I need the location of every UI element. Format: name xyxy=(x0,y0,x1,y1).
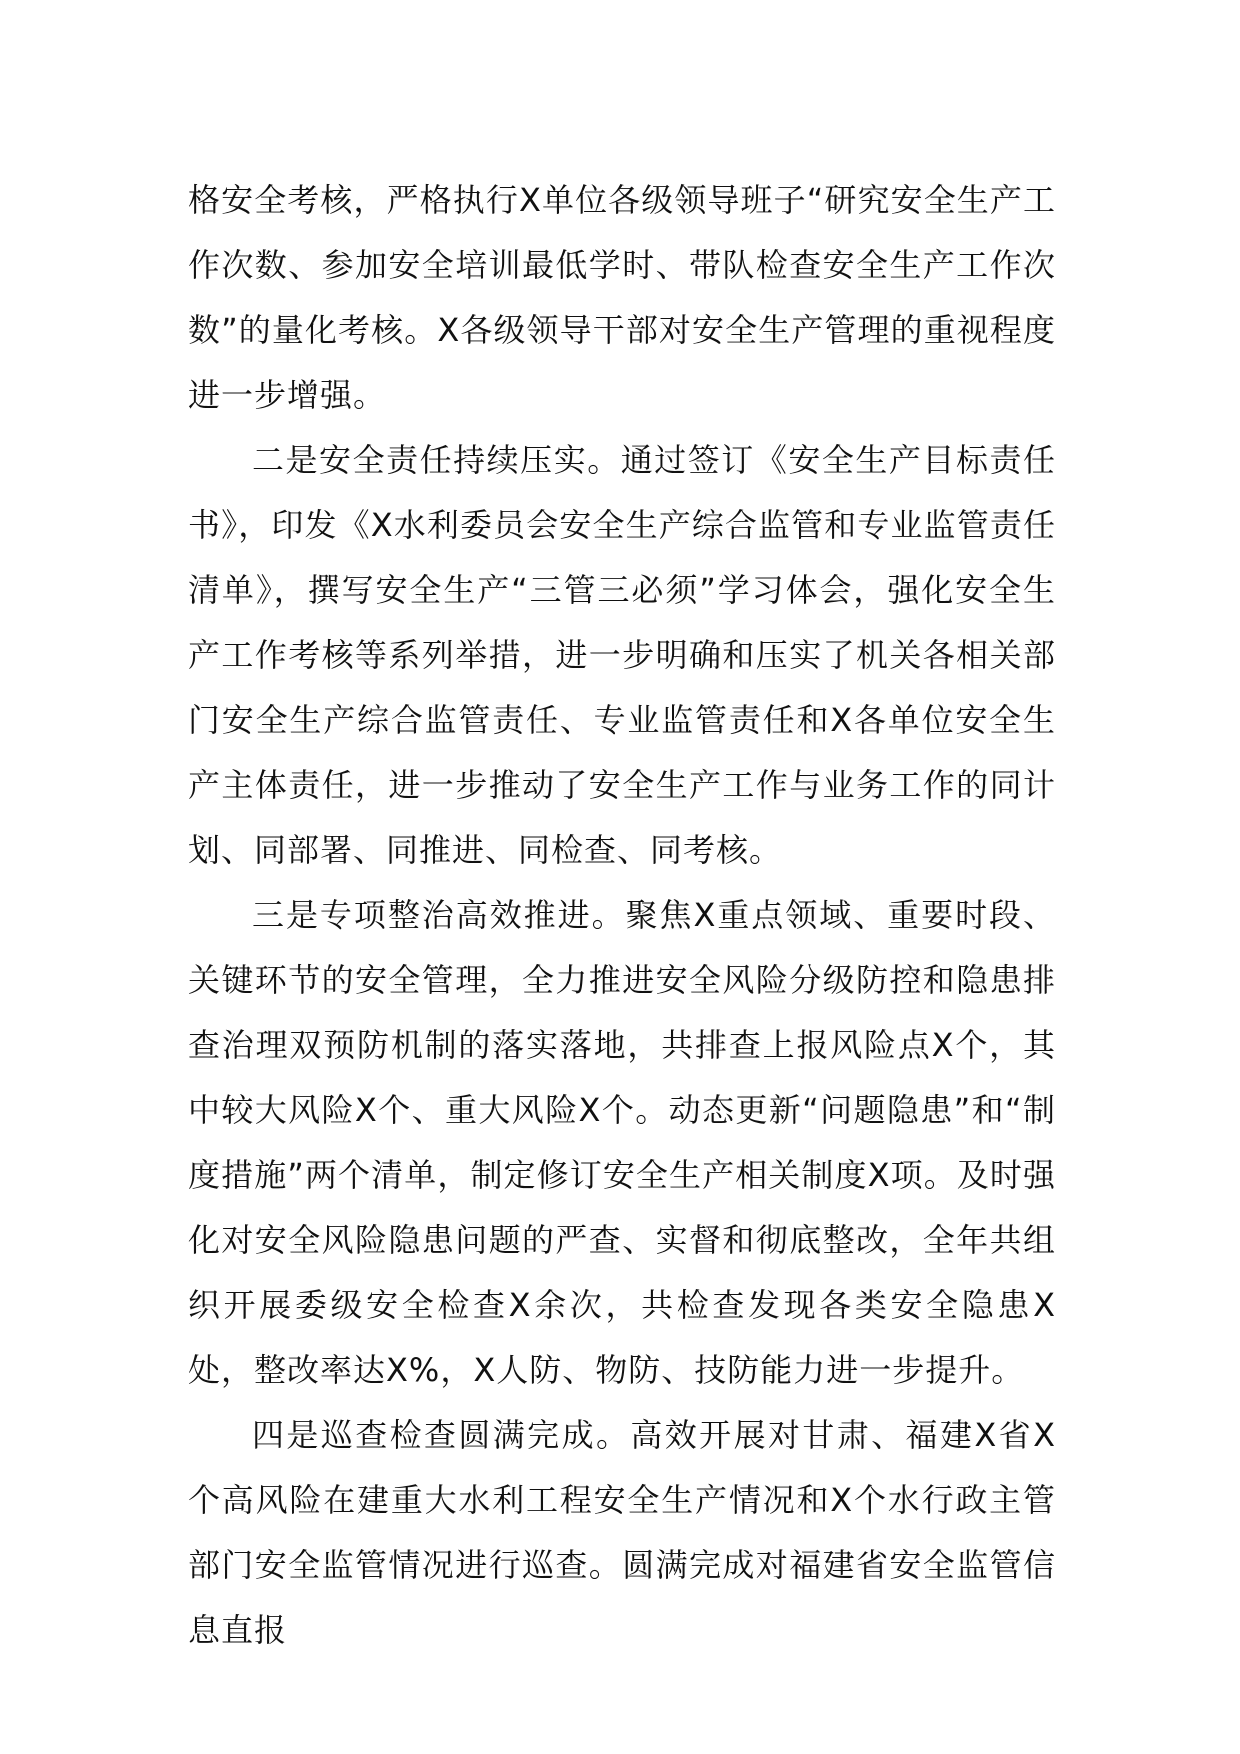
paragraph-special-rectification: 三是专项整治高效推进。聚焦X重点领域、重要时段、关键环节的安全管理，全力推进安全风险分级防控和隐患排查治理双预防机制的落实落地，共排查上报风险点X个，其中较大风险X个、重大风险X个。动态更新“问题隐患”和“制度措施”两个清单，制定修订安全生产相关制度X项。及时强化对安全风险隐患问题的严查、实督和彻底整改，全年共组织开展委级安全检查X余次，共检查发现各类安全隐患X处，整改率达X%，X人防、物防、技防能力进一步提升。 xyxy=(188,896,1056,1389)
paragraph-inspection: 四是巡查检查圆满完成。高效开展对甘肃、福建X省X个高风险在建重大水利工程安全生产情况和X个水行政主管部门安全监管情况进行巡查。圆满完成对福建省安全监管信息直报 xyxy=(188,1416,1056,1649)
document-page xyxy=(188,168,1056,1663)
paragraph-continuation: 格安全考核，严格执行X单位各级领导班子“研究安全生产工作次数、参加安全培训最低学时、带队检查安全生产工作次数”的量化考核。X各级领导干部对安全生产管理的重视程度进一步增强。 xyxy=(188,181,1056,414)
paragraph-safety-responsibility: 二是安全责任持续压实。通过签订《安全生产目标责任书》，印发《X水利委员会安全生产综合监管和专业监管责任清单》，撰写安全生产“三管三必须”学习体会，强化安全生产工作考核等系列举措，进一步明确和压实了机关各相关部门安全生产综合监管责任、专业监管责任和X各单位安全生产主体责任，进一步推动了安全生产工作与业务工作的同计划、同部署、同推进、同检查、同考核。 xyxy=(188,441,1056,869)
